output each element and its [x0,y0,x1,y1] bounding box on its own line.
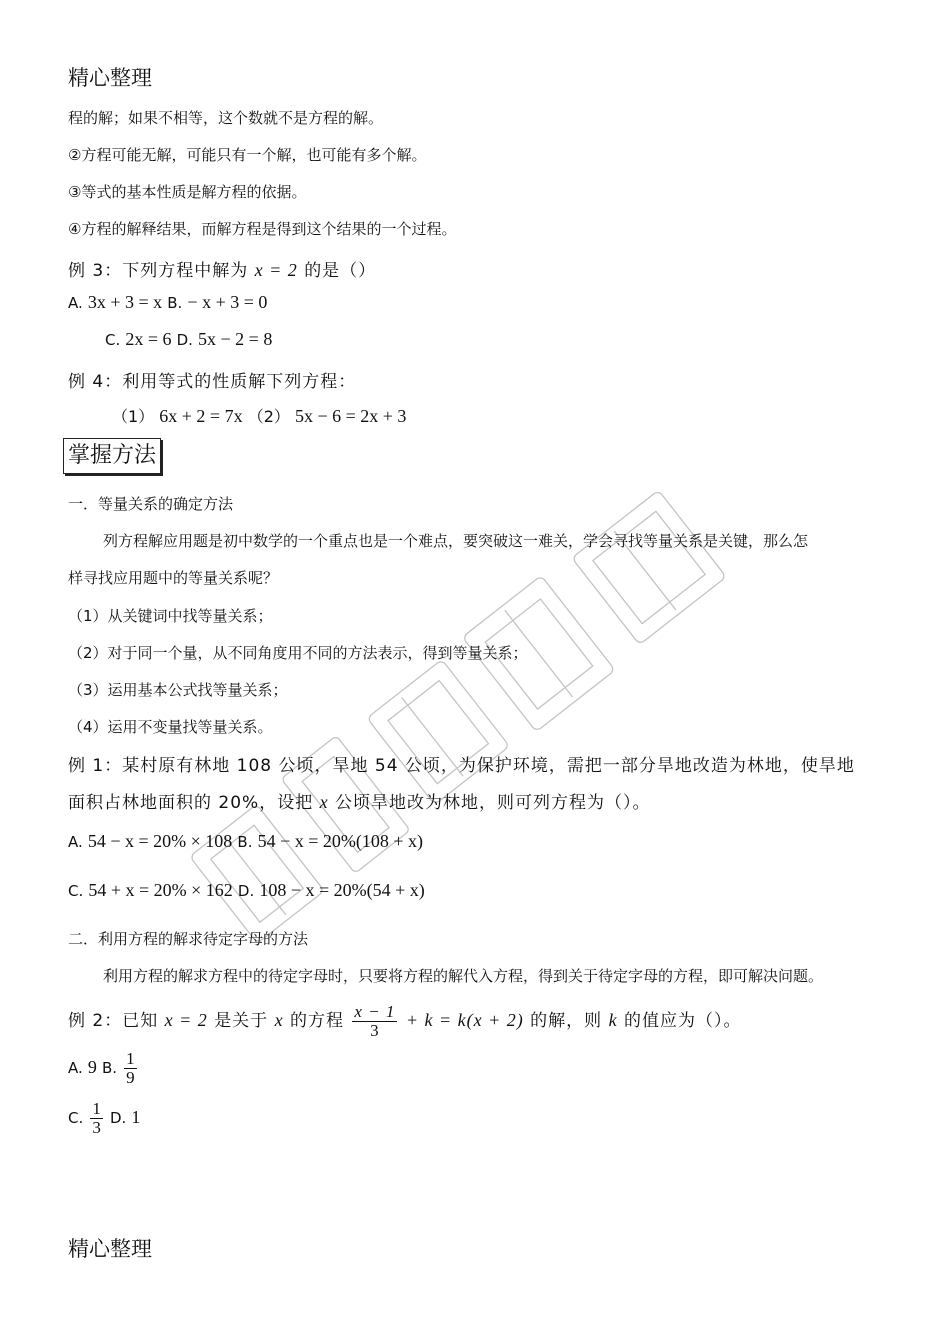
example-4-question: 例 4：利用等式的性质解下列方程： [68,372,357,392]
example-1-options-cd [68,880,425,901]
example-2-prefix: 例 2：已知 [68,1011,159,1031]
fraction-denominator: 9 [126,1068,135,1087]
example-2-question [68,1000,741,1041]
option-label: B. [167,294,183,312]
option-c-equation: 2x = 6 [125,329,172,349]
section-2-paragraph: 利用方程的解求方程中的待定字母时，只要将方程的解代入方程，得到关于待定字母的方程，即可解决问题。 [103,967,824,985]
option-a-value: 9 [87,1057,97,1077]
example-2-options-ab [68,1046,139,1089]
option-label: B. [237,833,253,851]
option-label: C. [105,331,121,349]
fraction-numerator: x − 1 [354,1001,396,1021]
list-item: （4）运用不变量找等量关系。 [68,718,273,736]
option-label: B. [101,1059,118,1077]
example-3-suffix: 的是（） [304,261,377,281]
option-label: D. [109,1109,127,1127]
section-1-title: 一．等量关系的确定方法 [68,495,234,513]
option-label: D. [237,882,255,900]
example-2-k: k [608,1010,618,1030]
intro-line: 程的解；如果不相等，这个数就不是方程的解。 [68,109,384,127]
example-3-prefix: 例 3：下列方程中解为 [68,261,249,281]
intro-line: ④方程的解释结果，而解方程是得到这个结果的一个过程。 [68,220,457,238]
list-item: （3）运用基本公式找等量关系； [68,681,288,699]
example-1-line-1: 例 1：某村原有林地 108 公顷，旱地 54 公顷，为保护环境，需把一部分旱地改造为林地，使旱地 [68,756,855,776]
option-b-equation: 54 − x = 20%(108 + x) [257,831,423,851]
example-3-options-ab [68,292,267,313]
fraction-numerator: 1 [92,1099,101,1118]
section-1-paragraph-cont: 样寻找应用题中的等量关系呢？ [68,569,279,587]
problem-2-equation: 5x − 6 = 2x + 3 [294,406,407,426]
intro-line: ②方程可能无解，可能只有一个解，也可能有多个解。 [68,146,427,164]
intro-line: ③等式的基本性质是解方程的依据。 [68,183,307,201]
example-1-line-2 [68,788,651,813]
option-label: A. [68,833,83,851]
option-d-value: 1 [131,1107,141,1127]
example-1-line-2a: 面积占林地面积的 20%，设把 [68,793,314,813]
section-2-title: 二．利用方程的解求待定字母的方法 [68,930,309,948]
example-2-suffix: 的值应为（）。 [623,1011,742,1031]
problem-label: （2） [247,407,290,426]
page-header: 精心整理 [68,66,152,90]
fraction-numerator: 1 [126,1049,135,1068]
example-2-mid2: 的方程 [290,1011,344,1031]
example-4-problems [112,404,406,427]
problem-label: （1） [112,407,155,426]
section-title-box: 掌握方法 [63,438,161,474]
option-d-equation: 5x − 2 = 8 [198,329,273,349]
example-2-equation-rest: + k = k(x + 2) [405,1010,524,1030]
example-2-condition: x = 2 [164,1010,208,1030]
list-item: （1）从关键词中找等量关系； [68,607,273,625]
option-label: C. [68,882,84,900]
example-2-options-cd [68,1096,140,1139]
option-a-equation: 54 − x = 20% × 108 [87,831,233,851]
example-1-variable: x [319,792,329,812]
section-1-paragraph: 列方程解应用题是初中数学的一个重点也是一个难点，要突破这一难关，学会寻找等量关系是关键，那么怎 [103,532,809,550]
page-footer-header: 精心整理 [68,1237,152,1261]
example-3-condition: x = 2 [254,260,298,280]
fraction [352,1003,397,1040]
option-d-equation: 108 − x = 20%(54 + x) [259,880,425,900]
example-1-line-2b: 公顷旱地改为林地，则可列方程为（）。 [335,793,651,813]
option-label: A. [68,1059,83,1077]
option-b-fraction [124,1050,137,1087]
option-c-fraction [90,1100,103,1137]
example-3-options-cd [105,329,272,350]
problem-1-equation: 6x + 2 = 7x [159,406,243,426]
fraction-denominator: 3 [92,1118,101,1137]
example-2-variable: x [274,1010,284,1030]
example-3-question [68,256,376,281]
option-label: C. [68,1109,84,1127]
example-2-mid3: 的解，则 [530,1011,603,1031]
option-b-equation: − x + 3 = 0 [187,292,268,312]
option-label: D. [176,331,193,349]
fraction-denominator: 3 [370,1020,380,1040]
option-a-equation: 3x + 3 = x [87,292,163,312]
example-1-options-ab [68,831,423,852]
option-label: A. [68,294,83,312]
option-c-equation: 54 + x = 20% × 162 [88,880,233,900]
list-item: （2）对于同一个量，从不同角度用不同的方法表示，得到等量关系； [68,644,528,662]
example-2-mid1: 是关于 [214,1011,269,1031]
